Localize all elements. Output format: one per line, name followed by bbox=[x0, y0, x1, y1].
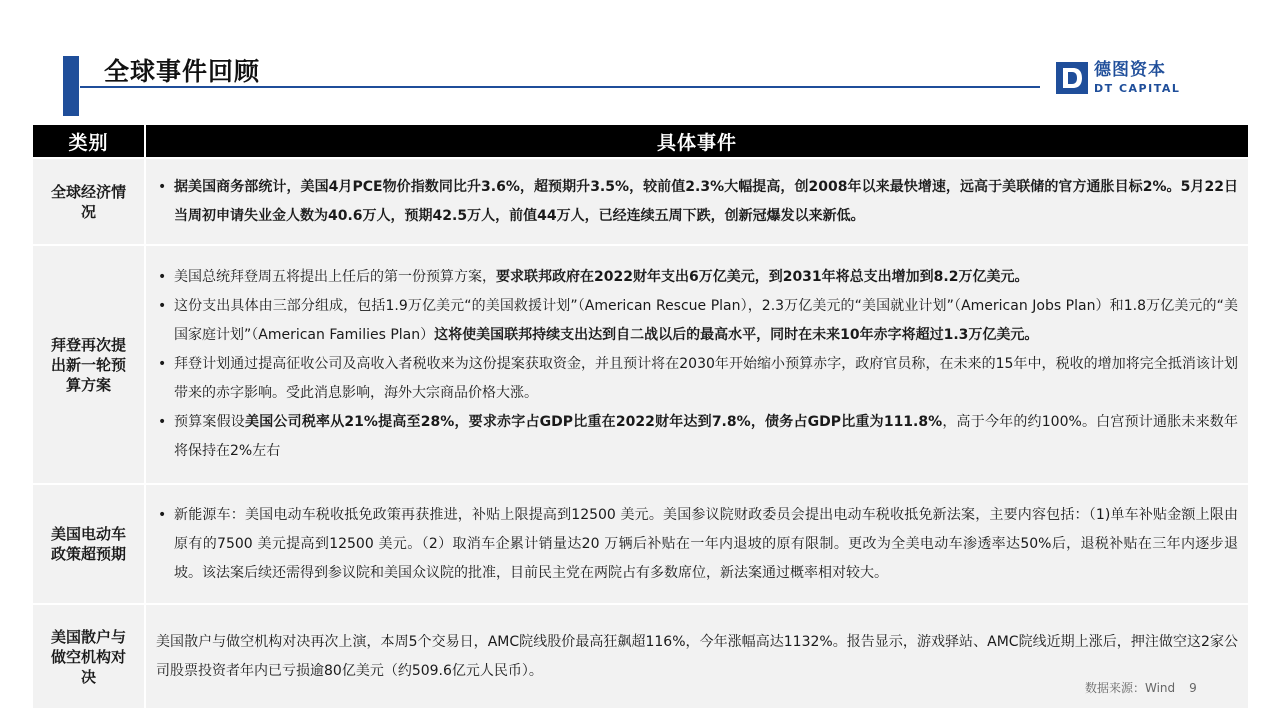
text-run: 美国总统拜登周五将提出上任后的第一份预算方案， bbox=[174, 269, 496, 285]
data-source: 数据来源：Wind bbox=[1085, 681, 1176, 695]
bold-text: 据美国商务部统计，美国4月PCE物价指数同比升3.6%，超预期升3.5%，较前值2.3%大幅提高，创2008年以来最快增速，远高于美联储的官方通胀目标2%。5月22日当周初申请失业金人数为40.6万人，预期42.5万人，前值44万人，已经连续五周下跌，创新冠爆发以来新低。 bbox=[174, 178, 1238, 224]
table-row bbox=[33, 245, 1248, 484]
footer bbox=[1085, 679, 1197, 696]
logo-chinese-name: 德图资本 bbox=[1094, 60, 1166, 80]
bullet-list bbox=[156, 173, 1238, 231]
bold-text: 美国公司税率从21%提高至28%，要求赤字占GDP比重在2022财年达到7.8%，债务占GDP比重为111.8% bbox=[245, 414, 943, 430]
text-run: 这份支出具体由三部分组成，包括1.9万亿美元“的美国救援计划”（American Rescue Plan），2.3万亿美元的“美国就业计划”（American Jobs Plan）和1.8万亿美元的“美国家庭计划”（American Families Plan） bbox=[174, 298, 1238, 343]
header-category: 类别 bbox=[33, 125, 145, 158]
text-run: 拜登计划通过提高征收公司及高收入者税收来为这份提案获取资金，并且预计将在2030年开始缩小预算赤字，政府官员称，在未来的15年中，税收的增加将完全抵消该计划带来的赤字影响。受此消息影响，海外大宗商品价格大涨。 bbox=[174, 356, 1238, 401]
events-table bbox=[33, 125, 1248, 708]
category-cell: 全球经济情况 bbox=[33, 158, 145, 245]
text-run: 预算案假设 bbox=[174, 414, 246, 430]
table-row bbox=[33, 484, 1248, 604]
text-run: 新能源车：美国电动车税收抵免政策再获推进，补贴上限提高到12500 美元。美国参议院财政委员会提出电动车税收抵免新法案，主要内容包括：（1)单车补贴金额上限由原有的7500 美元提高到12500 美元。（2）取消车企累计销量达20 万辆后补贴在一年内退坡的原有限制。更改为全美电动车渗透率达50%后，退税补贴在三年内逐步退坡。该法案后续还需得到参议院和美国众议院的批准，目前民主党在两院占有多数席位，新法案通过概率相对较大。 bbox=[174, 506, 1238, 581]
table-header-row bbox=[33, 125, 1248, 158]
bullet-list bbox=[156, 263, 1238, 466]
bullet-item bbox=[156, 173, 1238, 231]
bold-text: 这将使美国联邦持续支出达到自二战以后的最高水平，同时在未来10年赤字将超过1.3万亿美元。 bbox=[434, 327, 1039, 343]
detail-text: 美国散户与做空机构对决再次上演，本周5个交易日，AMC院线股价最高狂飙超116%，今年涨幅高达1132%。报告显示，游戏驿站、AMC院线近期上涨后，押注做空这2家公司股票投资者年内已亏损逾80亿美元（约509.6亿元人民币）。 bbox=[156, 633, 1238, 679]
detail-cell bbox=[145, 484, 1248, 604]
detail-cell bbox=[145, 245, 1248, 484]
text-run: ，高于今年的约100%。白宫预计通胀未来数年将保持在2%左右 bbox=[174, 414, 1238, 459]
bullet-item bbox=[156, 350, 1238, 408]
bullet-item bbox=[156, 501, 1238, 588]
detail-cell bbox=[145, 158, 1248, 245]
category-cell: 美国散户与做空机构对决 bbox=[33, 604, 145, 708]
bullet-item bbox=[156, 263, 1238, 292]
title-accent-bar bbox=[63, 56, 79, 116]
header-detail: 具体事件 bbox=[145, 125, 1248, 158]
logo-english-name: DT CAPITAL bbox=[1094, 82, 1181, 95]
table-row bbox=[33, 604, 1248, 708]
table-row bbox=[33, 158, 1248, 245]
company-logo bbox=[1056, 62, 1180, 94]
category-cell: 美国电动车政策超预期 bbox=[33, 484, 145, 604]
title-underline bbox=[80, 86, 1040, 88]
bold-text: 要求联邦政府在2022财年支出6万亿美元，到2031年将总支出增加到8.2万亿美元。 bbox=[496, 269, 1029, 285]
detail-cell bbox=[145, 604, 1248, 708]
page-title: 全球事件回顾 bbox=[104, 57, 261, 86]
page-number: 9 bbox=[1189, 681, 1197, 695]
bullet-item bbox=[156, 408, 1238, 466]
bullet-list bbox=[156, 501, 1238, 588]
dt-logo-icon bbox=[1056, 62, 1088, 94]
bullet-item bbox=[156, 292, 1238, 350]
category-cell: 拜登再次提出新一轮预算方案 bbox=[33, 245, 145, 484]
